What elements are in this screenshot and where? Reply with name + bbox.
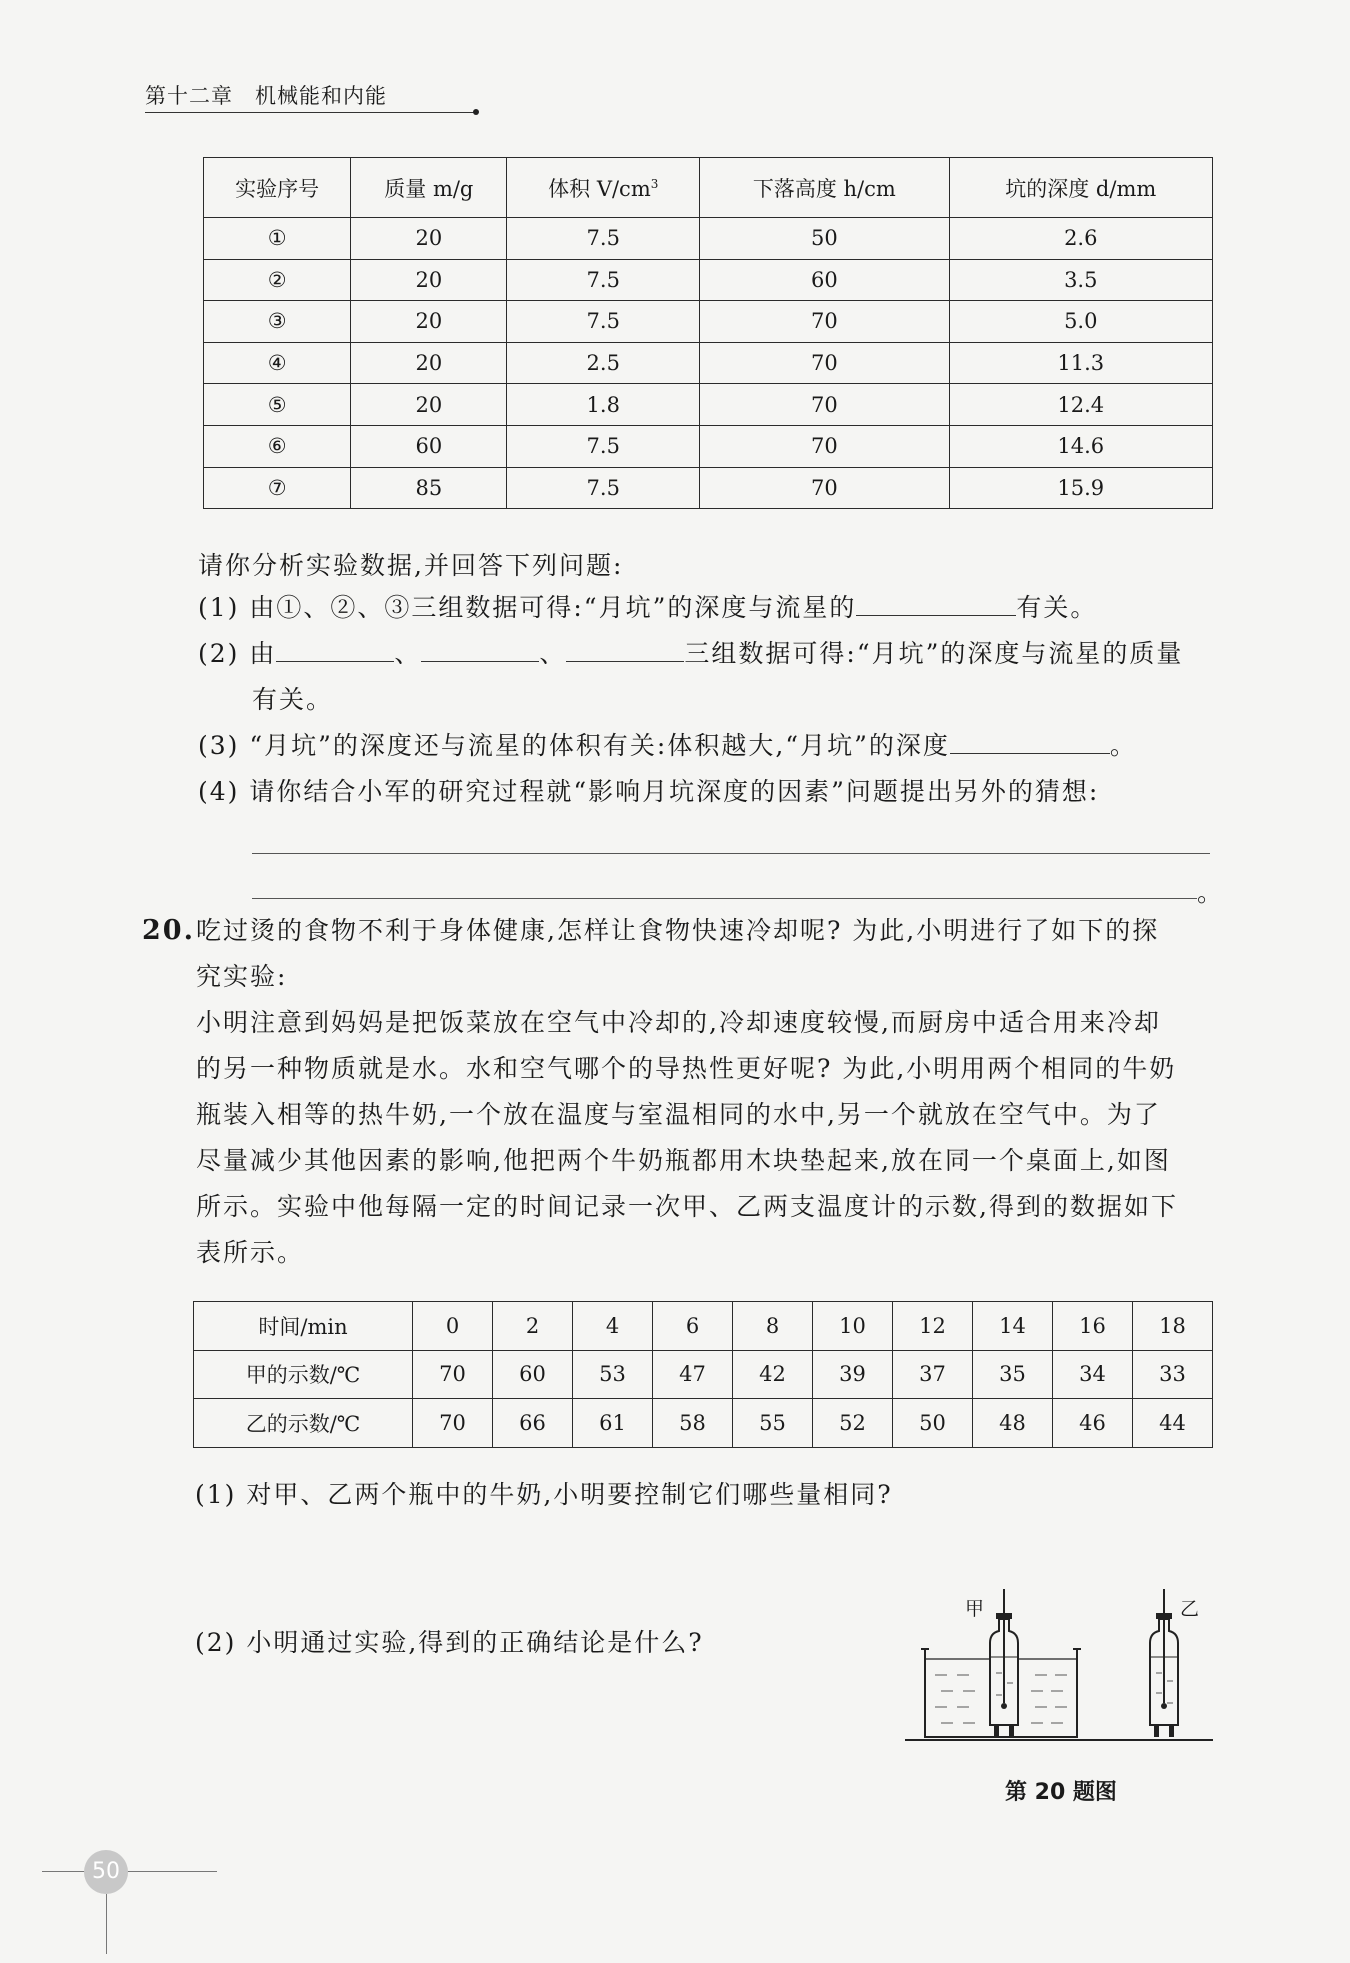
answer-line[interactable] <box>252 853 1210 854</box>
table-row <box>204 425 1213 467</box>
q20-body-line: 的另一种物质就是水。水和空气哪个的导热性更好呢? 为此,小明用两个相同的牛奶 <box>196 1054 1177 1083</box>
cell: 20 <box>351 301 507 343</box>
q20-sub1: (1) 对甲、乙两个瓶中的牛奶,小明要控制它们哪些量相同? <box>195 1480 893 1509</box>
cell: 58 <box>653 1399 733 1448</box>
cell: 14 <box>973 1302 1053 1351</box>
cell: 11.3 <box>949 342 1212 384</box>
cell: 2 <box>493 1302 573 1351</box>
page-vrule <box>106 1894 107 1954</box>
col-header: 下落高度 h/cm <box>700 158 949 218</box>
cell: 14.6 <box>949 425 1212 467</box>
q19-part1-text: (1) 由①、②、③三组数据可得:“月坑”的深度与流星的 <box>198 593 857 622</box>
cell: 16 <box>1053 1302 1133 1351</box>
cell: 60 <box>493 1350 573 1399</box>
table-row <box>204 218 1213 260</box>
col-header: 实验序号 <box>204 158 351 218</box>
cell: 8 <box>733 1302 813 1351</box>
cell: ④ <box>204 342 351 384</box>
cell: 37 <box>893 1350 973 1399</box>
q20-body-line: 小明注意到妈妈是把饭菜放在空气中冷却的,冷却速度较慢,而厨房中适合用来冷却 <box>196 1008 1161 1037</box>
cell: 2.6 <box>949 218 1212 260</box>
q20-line2: 究实验: <box>196 962 288 991</box>
answer-blank[interactable] <box>856 614 1016 616</box>
table-row <box>194 1399 1213 1448</box>
cell: 7.5 <box>507 259 700 301</box>
cell: 时间/min <box>194 1302 413 1351</box>
header-rule <box>145 112 477 113</box>
label-jia: 甲 <box>965 1598 985 1620</box>
table-row <box>204 301 1213 343</box>
q19-part1 <box>198 585 1097 631</box>
header-dot <box>473 109 479 115</box>
table-row <box>204 467 1213 509</box>
cell: 甲的示数/℃ <box>194 1350 413 1399</box>
figure-caption: 第 20 题图 <box>1005 1780 1117 1805</box>
cell: ⑥ <box>204 425 351 467</box>
cell: 20 <box>351 259 507 301</box>
q19-part3-text: (3) “月坑”的深度还与流星的体积有关:体积越大,“月坑”的深度 <box>198 731 950 760</box>
table-header-row <box>194 1302 1213 1351</box>
cell: 50 <box>893 1399 973 1448</box>
cell: 70 <box>413 1399 493 1448</box>
answer-blank[interactable] <box>566 660 684 662</box>
page-rule <box>42 1871 217 1872</box>
cell: 乙的示数/℃ <box>194 1399 413 1448</box>
cell: 70 <box>700 301 949 343</box>
cell: 60 <box>700 259 949 301</box>
cell: 33 <box>1133 1350 1213 1399</box>
answer-line[interactable] <box>252 898 1197 899</box>
cell: 3.5 <box>949 259 1212 301</box>
q20-body-line: 尽量减少其他因素的影响,他把两个牛奶瓶都用木块垫起来,放在同一个桌面上,如图 <box>196 1146 1171 1175</box>
cell: 35 <box>973 1350 1053 1399</box>
cell: 18 <box>1133 1302 1213 1351</box>
cell: 7.5 <box>507 467 700 509</box>
cell: 20 <box>351 384 507 426</box>
q19-part2 <box>198 631 1183 677</box>
cell: 20 <box>351 218 507 260</box>
separator: 、 <box>539 639 567 668</box>
q20-body-line: 所示。实验中他每隔一定的时间记录一次甲、乙两支温度计的示数,得到的数据如下 <box>196 1192 1178 1221</box>
cell: 60 <box>351 425 507 467</box>
cell: 47 <box>653 1350 733 1399</box>
col-header: 坑的深度 d/mm <box>949 158 1212 218</box>
q19-part2-text2: 三组数据可得:“月坑”的深度与流星的质量 <box>684 639 1184 668</box>
cell: ③ <box>204 301 351 343</box>
q20-body-line: 瓶装入相等的热牛奶,一个放在温度与室温相同的水中,另一个就放在空气中。为了 <box>196 1100 1161 1129</box>
question-number: 20. <box>142 915 195 946</box>
cell: 7.5 <box>507 425 700 467</box>
table-row <box>204 259 1213 301</box>
page-number: 50 <box>84 1850 128 1894</box>
cell: 39 <box>813 1350 893 1399</box>
table-row <box>204 384 1213 426</box>
cell: 70 <box>700 342 949 384</box>
superscript: 3 <box>650 176 659 191</box>
q19-part1-end: 有关。 <box>1016 593 1098 622</box>
col-header <box>507 158 700 218</box>
cell: 52 <box>813 1399 893 1448</box>
table-row <box>204 342 1213 384</box>
cell: 70 <box>700 467 949 509</box>
cell: 20 <box>351 342 507 384</box>
table-header-row <box>204 158 1213 218</box>
cell: 12 <box>893 1302 973 1351</box>
q19-part2-cont: 有关。 <box>252 685 334 714</box>
cell: 66 <box>493 1399 573 1448</box>
cell: 70 <box>700 425 949 467</box>
q19-part4-end: 。 <box>1197 878 1225 907</box>
chapter-title: 第十二章 机械能和内能 <box>145 84 387 108</box>
q19-part3 <box>198 723 1137 769</box>
cell: 15.9 <box>949 467 1212 509</box>
cell: 44 <box>1133 1399 1213 1448</box>
cell: 48 <box>973 1399 1053 1448</box>
cell: 70 <box>700 384 949 426</box>
col-header: 质量 m/g <box>351 158 507 218</box>
q20-line1: 吃过烫的食物不利于身体健康,怎样让食物快速冷却呢? 为此,小明进行了如下的探 <box>196 916 1160 945</box>
cell: 7.5 <box>507 218 700 260</box>
temperature-table <box>193 1301 1213 1448</box>
milk-bottle-figure <box>895 1585 1220 1745</box>
cell: 50 <box>700 218 949 260</box>
separator: 、 <box>394 639 422 668</box>
cell: 2.5 <box>507 342 700 384</box>
cell: ⑤ <box>204 384 351 426</box>
answer-blank[interactable] <box>950 752 1110 754</box>
cell: 4 <box>573 1302 653 1351</box>
col-header-text: 体积 V/cm <box>548 176 651 201</box>
cell: 5.0 <box>949 301 1212 343</box>
cell: ① <box>204 218 351 260</box>
cell: 12.4 <box>949 384 1212 426</box>
q20-sub2: (2) 小明通过实验,得到的正确结论是什么? <box>195 1628 704 1657</box>
q20-body-line: 表所示。 <box>196 1238 305 1267</box>
cell: 10 <box>813 1302 893 1351</box>
cell: 34 <box>1053 1350 1133 1399</box>
q19-part3-end: 。 <box>1109 731 1137 760</box>
cell: 42 <box>733 1350 813 1399</box>
cell: 70 <box>413 1350 493 1399</box>
q19-intro: 请你分析实验数据,并回答下列问题: <box>198 551 624 580</box>
cell: 61 <box>573 1399 653 1448</box>
answer-blank[interactable] <box>276 660 394 662</box>
cell: ② <box>204 259 351 301</box>
cell: 0 <box>413 1302 493 1351</box>
answer-blank[interactable] <box>421 660 539 662</box>
cell: 7.5 <box>507 301 700 343</box>
cell: ⑦ <box>204 467 351 509</box>
cell: 46 <box>1053 1399 1133 1448</box>
q19-part4: (4) 请你结合小军的研究过程就“影响月坑深度的因素”问题提出另外的猜想: <box>198 777 1100 806</box>
cell: 6 <box>653 1302 733 1351</box>
cell: 53 <box>573 1350 653 1399</box>
table-row <box>194 1350 1213 1399</box>
cell: 85 <box>351 467 507 509</box>
label-yi: 乙 <box>1180 1598 1200 1620</box>
cell: 1.8 <box>507 384 700 426</box>
meteor-data-table <box>203 157 1213 509</box>
q19-part2-text: (2) 由 <box>198 639 277 668</box>
cell: 55 <box>733 1399 813 1448</box>
